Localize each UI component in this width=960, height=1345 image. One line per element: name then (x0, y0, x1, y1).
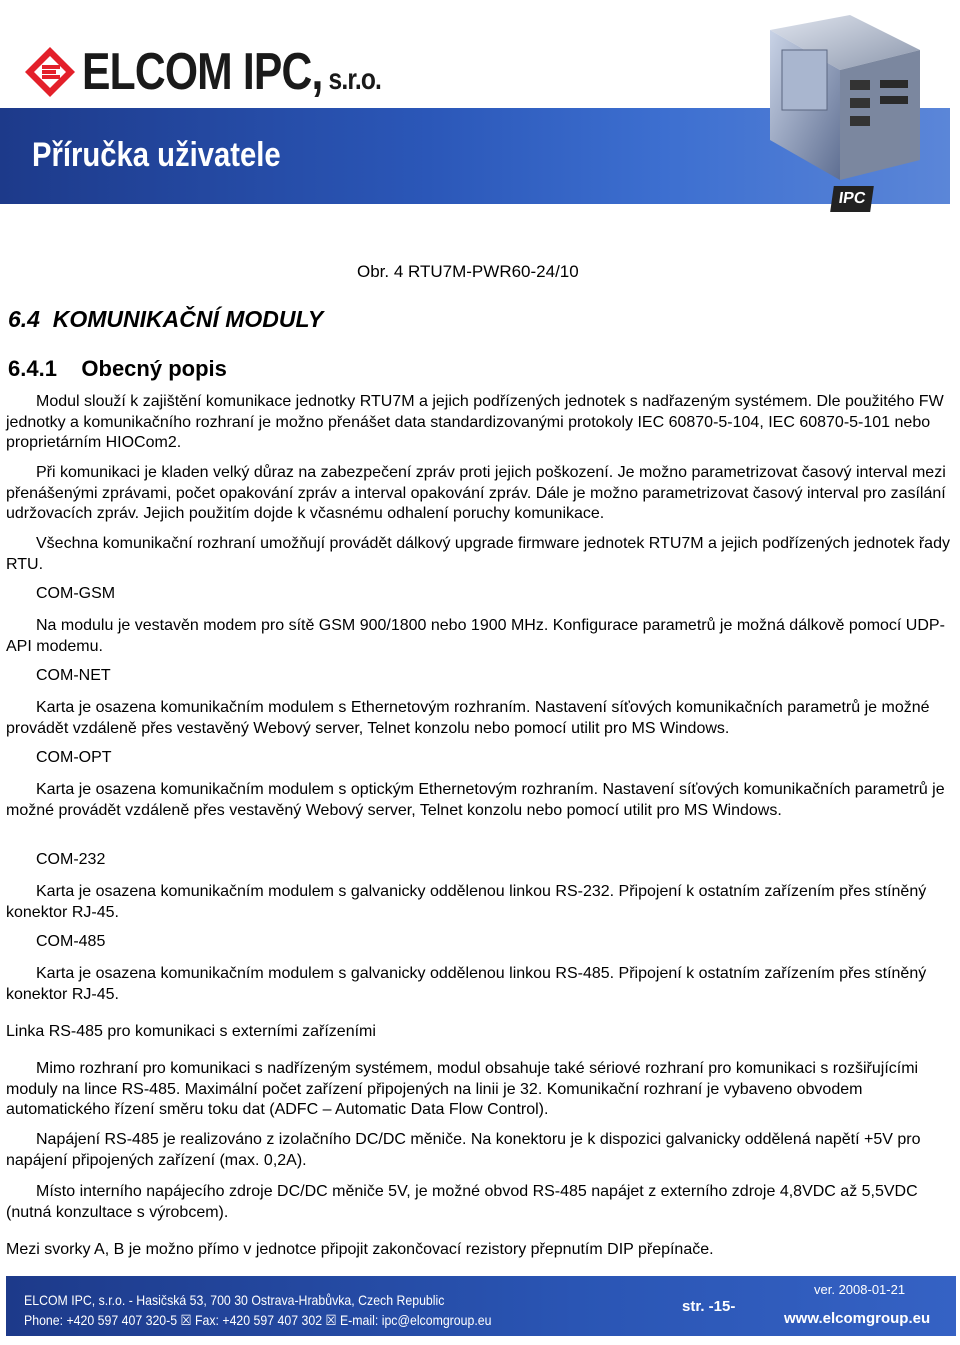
page-footer (6, 1276, 956, 1336)
paragraph-rs485-power: Napájení RS-485 je realizováno z izolačního DC/DC měniče. Na konektoru je k dispozici galvanicky oddělená napětí +5V pro napájení připojených zařízení (max. 0,2A). (6, 1131, 921, 1169)
footer-website: www.elcomgroup.eu (784, 1310, 931, 1327)
ipc-badge: IPC (830, 186, 874, 212)
paragraph-intro: Modul slouží k zajištění komunikace jednotky RTU7M a jejich podřízených jednotek s nadřazeným systémem. Dle použitého FW jednotky a komunikačního rozhraní je možno přenášet data standardizovanými protokoly IEC 60870-5-104, IEC 60870-5-101 nebo proprietárním HIOCom2. (6, 393, 944, 451)
paragraph-com-opt: Karta je osazena komunikačním modulem s optickým Ethernetovým rozhraním. Nastavení síťových komunikačních parametrů je možné provádět vzdáleně přes vestavěný Webový server, Telnet konzolu nebo pomocí utilit pro MS Windows. (6, 781, 945, 819)
page-header (0, 0, 960, 205)
subsection-number: 6.4.1 (8, 356, 57, 381)
label-com-net: COM-NET (36, 667, 111, 684)
label-com-gsm: COM-GSM (36, 585, 116, 602)
paragraph-security: Při komunikaci je kladen velký důraz na zabezpečení zpráv proti jejich poškození. Je možno parametrizovat časový interval mezi přenášenými zprávami, počet opakování zpráv a interval opakování zpráv. Dále je možno parametrizovat časový interval pro zasílání udržovacích zpráv. Jejich použitím dojde k včasnému odhalení poruchy komunikace. (6, 464, 946, 522)
paragraph-com-net: Karta je osazena komunikačním modulem s Ethernetovým rozhraním. Nastavení síťových komunikačních parametrů je možné provádět vzdáleně přes vestavěný Webový server, Telnet konzolu nebo pomocí utilit pro MS Windows. (6, 699, 930, 737)
rs485-heading: Linka RS-485 pro komunikaci s externími zařízeními (6, 1023, 376, 1040)
company-logo (24, 42, 447, 102)
company-name (82, 42, 381, 102)
footer-address: ELCOM IPC, s.r.o. - Hasičská 53, 700 30 Ostrava-Hrabůvka, Czech Republic (24, 1292, 445, 1308)
section-heading (8, 306, 323, 333)
figure-caption: Obr. 4 RTU7M-PWR60-24/10 (357, 262, 579, 281)
manual-title: Příručka uživatele (32, 136, 281, 174)
paragraph-rs485-terminators: Mezi svorky A, B je možno přímo v jednotce připojit zakončovací rezistory přepnutím DIP přepínače. (6, 1241, 714, 1258)
paragraph-com-gsm: Na modulu je vestavěn modem pro sítě GSM 900/1800 nebo 1900 MHz. Konfigurace parametrů je možná dálkově pomocí UDP-API modemu. (6, 617, 945, 655)
elcom-logo-icon (24, 46, 76, 98)
document-version: ver. 2008-01-21 (814, 1282, 906, 1297)
footer-contacts: Phone: +420 597 407 320-5 ☒ Fax: +420 597 407 302 ☒ E-mail: ipc@elcomgroup.eu (24, 1312, 492, 1328)
subsection-heading (8, 356, 227, 382)
paragraph-upgrade: Všechna komunikační rozhraní umožňují provádět dálkový upgrade firmware jednotek RTU7M a jejich podřízených jednotek řady RTU. (6, 535, 950, 573)
label-com-485: COM-485 (36, 933, 106, 950)
paragraph-rs485-interface: Mimo rozhraní pro komunikaci s nadřízeným systémem, modul obsahuje také sériové rozhraní pro komunikaci s rozšiřujícími moduly na lince RS-485. Maximální počet zařízení připojených na linii je 32. Komunikační rozhraní je vybaveno obvodem automatického řízení směru toku dat (ADFC – Automatic Data Flow Control). (6, 1060, 919, 1118)
company-name-suffix: s.r.o. (322, 63, 382, 96)
label-com-opt: COM-OPT (36, 749, 112, 766)
section-number: 6.4 (8, 306, 40, 332)
subsection-title: Obecný popis (81, 356, 227, 381)
paragraph-rs485-external: Místo interního napájecího zdroje DC/DC měniče 5V, je možné obvod RS-485 napájet z externího zdroje 4,8VDC až 5,5VDC (nutná konzultace s výrobcem). (6, 1183, 918, 1221)
label-com-232: COM-232 (36, 851, 106, 868)
section-title: KOMUNIKAČNÍ MODULY (52, 306, 324, 332)
company-name-main: ELCOM IPC, (82, 43, 323, 101)
paragraph-com-485: Karta je osazena komunikačním modulem s galvanicky oddělenou linkou RS-485. Připojení k ostatním zařízením přes stíněný konektor RJ-45. (6, 965, 927, 1003)
page-number: str. -15- (682, 1298, 736, 1315)
paragraph-com-232: Karta je osazena komunikačním modulem s galvanicky oddělenou linkou RS-232. Připojení k ostatním zařízením přes stíněný konektor RJ-45. (6, 883, 927, 921)
